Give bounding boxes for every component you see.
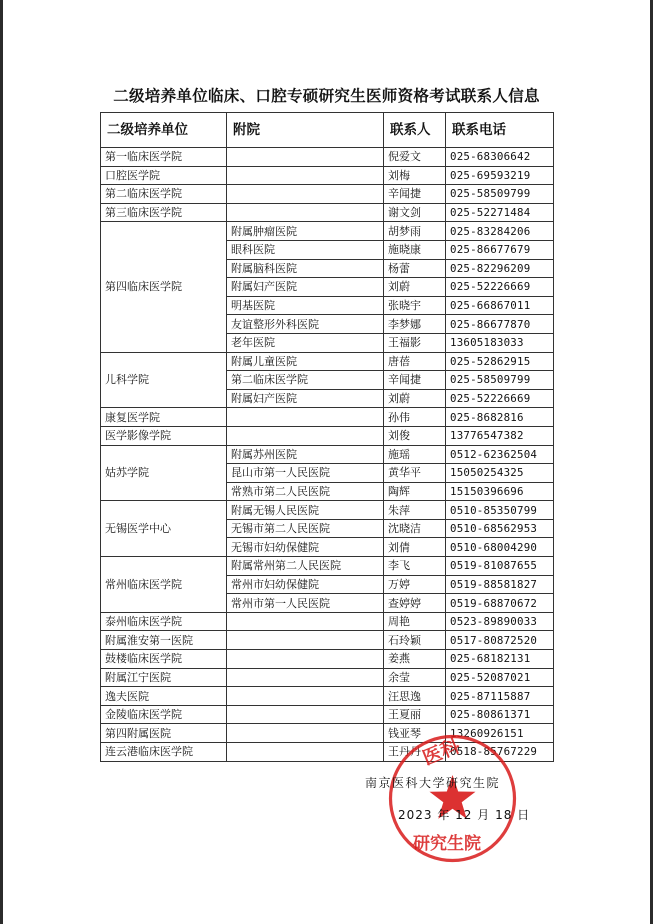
cell-phone: 025-52226669 (446, 278, 554, 297)
cell-phone: 0510-68562953 (446, 519, 554, 538)
cell-unit: 医学影像学院 (101, 426, 227, 445)
cell-contact: 张晓宇 (384, 296, 446, 315)
cell-contact: 万婷 (384, 575, 446, 594)
cell-unit: 口腔医学院 (101, 166, 227, 185)
cell-contact: 刘蔚 (384, 278, 446, 297)
cell-contact: 黄华平 (384, 464, 446, 483)
cell-unit: 第四附属医院 (101, 724, 227, 743)
cell-contact: 唐蓓 (384, 352, 446, 371)
cell-contact: 王福影 (384, 333, 446, 352)
table-row (101, 166, 554, 185)
cell-phone: 025-80861371 (446, 705, 554, 724)
cell-unit: 金陵临床医学院 (101, 705, 227, 724)
cell-contact: 杨蕾 (384, 259, 446, 278)
cell-phone: 0519-88581827 (446, 575, 554, 594)
cell-hospital (227, 668, 384, 687)
cell-hospital: 常州市第一人民医院 (227, 594, 384, 613)
table-row (101, 222, 554, 241)
cell-phone: 025-66867011 (446, 296, 554, 315)
cell-hospital: 附属脑科医院 (227, 259, 384, 278)
cell-hospital: 附属苏州医院 (227, 445, 384, 464)
cell-contact: 施瑶 (384, 445, 446, 464)
table-row (101, 185, 554, 204)
cell-hospital (227, 203, 384, 222)
cell-hospital: 友谊整形外科医院 (227, 315, 384, 334)
cell-hospital (227, 705, 384, 724)
cell-hospital: 明基医院 (227, 296, 384, 315)
cell-phone: 025-87115887 (446, 687, 554, 706)
cell-contact: 王夏丽 (384, 705, 446, 724)
cell-hospital (227, 612, 384, 631)
cell-contact: 李飞 (384, 557, 446, 576)
cell-hospital: 无锡市妇幼保健院 (227, 538, 384, 557)
cell-hospital (227, 724, 384, 743)
cell-phone: 13605183033 (446, 333, 554, 352)
cell-hospital (227, 166, 384, 185)
seal-graphic (385, 731, 520, 866)
table-row (101, 445, 554, 464)
cell-unit: 附属淮安第一医院 (101, 631, 227, 650)
cell-contact: 查婷婷 (384, 594, 446, 613)
table-row (101, 705, 554, 724)
cell-contact: 周艳 (384, 612, 446, 631)
cell-contact: 刘俊 (384, 426, 446, 445)
cell-hospital (227, 687, 384, 706)
cell-unit: 姑苏学院 (101, 445, 227, 501)
cell-phone: 025-52087021 (446, 668, 554, 687)
cell-contact: 王丹丹 (384, 743, 446, 762)
cell-phone: 0519-68870672 (446, 594, 554, 613)
cell-phone: 025-68182131 (446, 650, 554, 669)
cell-phone: 025-52226669 (446, 389, 554, 408)
cell-contact: 胡梦雨 (384, 222, 446, 241)
cell-contact: 余莹 (384, 668, 446, 687)
header-contact: 联系人 (384, 113, 446, 148)
cell-phone: 025-52862915 (446, 352, 554, 371)
cell-unit: 第三临床医学院 (101, 203, 227, 222)
table-row (101, 501, 554, 520)
cell-phone: 025-8682816 (446, 408, 554, 427)
signature-org: 南京医科大学研究生院 (365, 776, 501, 790)
cell-phone: 0517-80872520 (446, 631, 554, 650)
cell-hospital (227, 631, 384, 650)
cell-phone: 025-86677679 (446, 240, 554, 259)
cell-contact: 朱萍 (384, 501, 446, 520)
cell-contact: 刘蔚 (384, 389, 446, 408)
table-row (101, 203, 554, 222)
cell-phone: 0510-85350799 (446, 501, 554, 520)
cell-hospital: 常熟市第二人民医院 (227, 482, 384, 501)
table-row (101, 687, 554, 706)
cell-hospital: 附属肿瘤医院 (227, 222, 384, 241)
cell-unit: 逸夫医院 (101, 687, 227, 706)
cell-phone: 0518-85767229 (446, 743, 554, 762)
cell-phone: 0512-62362504 (446, 445, 554, 464)
table-row (101, 408, 554, 427)
cell-hospital: 昆山市第一人民医院 (227, 464, 384, 483)
seal-bottom-text: 研究生院 (413, 834, 481, 854)
cell-phone: 025-83284206 (446, 222, 554, 241)
table-header-row (101, 113, 554, 148)
signature-date: 2023 年 12 月 18 日 (398, 808, 531, 822)
cell-contact: 汪思逸 (384, 687, 446, 706)
cell-hospital: 眼科医院 (227, 240, 384, 259)
cell-contact: 孙伟 (384, 408, 446, 427)
cell-hospital (227, 743, 384, 762)
cell-hospital (227, 148, 384, 167)
cell-contact: 沈晓洁 (384, 519, 446, 538)
cell-contact: 倪爱文 (384, 148, 446, 167)
header-phone: 联系电话 (446, 113, 554, 148)
cell-phone: 0510-68004290 (446, 538, 554, 557)
cell-contact: 陶辉 (384, 482, 446, 501)
cell-phone: 025-52271484 (446, 203, 554, 222)
table-row (101, 148, 554, 167)
cell-contact: 姜燕 (384, 650, 446, 669)
document-title: 二级培养单位临床、口腔专硕研究生医师资格考试联系人信息 (113, 87, 540, 105)
cell-contact: 辛闻捷 (384, 371, 446, 390)
cell-phone: 13260926151 (446, 724, 554, 743)
cell-contact: 李梦娜 (384, 315, 446, 334)
official-seal (385, 731, 520, 866)
contacts-table (100, 112, 554, 762)
table-row (101, 631, 554, 650)
cell-hospital: 附属妇产医院 (227, 389, 384, 408)
cell-unit: 第二临床医学院 (101, 185, 227, 204)
cell-hospital: 常州市妇幼保健院 (227, 575, 384, 594)
cell-phone: 0523-89890033 (446, 612, 554, 631)
table-row (101, 612, 554, 631)
cell-unit: 泰州临床医学院 (101, 612, 227, 631)
cell-hospital (227, 426, 384, 445)
cell-phone: 025-82296209 (446, 259, 554, 278)
cell-phone: 025-58509799 (446, 371, 554, 390)
cell-contact: 刘梅 (384, 166, 446, 185)
cell-phone: 025-86677870 (446, 315, 554, 334)
scan-left-border (0, 0, 3, 924)
table-row (101, 426, 554, 445)
cell-unit: 儿科学院 (101, 352, 227, 408)
table-row (101, 650, 554, 669)
cell-phone: 15050254325 (446, 464, 554, 483)
cell-unit: 无锡医学中心 (101, 501, 227, 557)
header-hospital: 附院 (227, 113, 384, 148)
table-body (101, 148, 554, 762)
cell-contact: 施晓康 (384, 240, 446, 259)
seal-top-char-1: 医科 (419, 734, 464, 770)
cell-unit: 康复医学院 (101, 408, 227, 427)
cell-unit: 连云港临床医学院 (101, 743, 227, 762)
cell-phone: 0519-81087655 (446, 557, 554, 576)
cell-phone: 13776547382 (446, 426, 554, 445)
cell-unit: 第一临床医学院 (101, 148, 227, 167)
header-unit: 二级培养单位 (101, 113, 227, 148)
cell-phone: 025-69593219 (446, 166, 554, 185)
cell-hospital: 无锡市第二人民医院 (227, 519, 384, 538)
cell-contact: 辛闻捷 (384, 185, 446, 204)
cell-unit: 鼓楼临床医学院 (101, 650, 227, 669)
cell-contact: 谢文剑 (384, 203, 446, 222)
cell-phone: 025-58509799 (446, 185, 554, 204)
cell-hospital (227, 650, 384, 669)
cell-unit: 附属江宁医院 (101, 668, 227, 687)
table-row (101, 557, 554, 576)
cell-contact: 刘倩 (384, 538, 446, 557)
cell-unit: 常州临床医学院 (101, 557, 227, 613)
cell-contact: 石玲颖 (384, 631, 446, 650)
cell-hospital (227, 185, 384, 204)
cell-phone: 15150396696 (446, 482, 554, 501)
cell-phone: 025-68306642 (446, 148, 554, 167)
cell-hospital: 第二临床医学院 (227, 371, 384, 390)
cell-hospital: 附属常州第二人民医院 (227, 557, 384, 576)
cell-hospital: 附属儿童医院 (227, 352, 384, 371)
cell-contact: 钱亚琴 (384, 724, 446, 743)
cell-hospital: 附属无锡人民医院 (227, 501, 384, 520)
cell-hospital: 老年医院 (227, 333, 384, 352)
cell-unit: 第四临床医学院 (101, 222, 227, 352)
table-row (101, 668, 554, 687)
table-row (101, 352, 554, 371)
cell-hospital (227, 408, 384, 427)
cell-hospital: 附属妇产医院 (227, 278, 384, 297)
